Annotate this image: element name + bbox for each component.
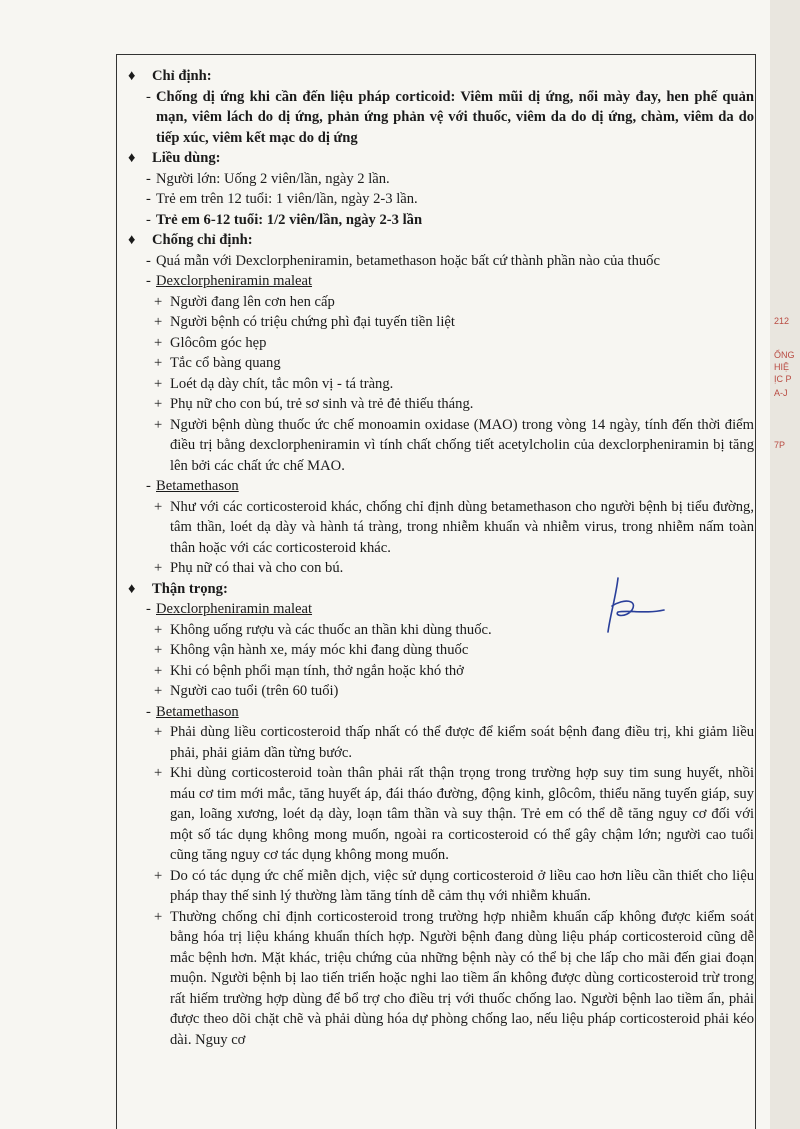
list-item: + Glôcôm góc hẹp — [122, 333, 754, 354]
diamond-bullet-icon: ♦ — [128, 68, 136, 84]
list-item: + Người bệnh có triệu chứng phì đại tuyến tiền liệt — [122, 312, 754, 333]
list-item: - Trẻ em trên 12 tuổi: 1 viên/lần, ngày 2-3 lần. — [122, 189, 754, 210]
list-item: - Người lớn: Uống 2 viên/lần, ngày 2 lần. — [122, 169, 754, 190]
plus-icon: + — [154, 908, 163, 925]
list-item: + Phụ nữ cho con bú, trẻ sơ sinh và trẻ đẻ thiếu tháng. — [122, 394, 754, 415]
list-item: + Không uống rượu và các thuốc an thần khi dùng thuốc. — [122, 620, 754, 641]
dash-icon: - — [146, 703, 151, 720]
dash-icon: - — [146, 88, 151, 105]
list-item: - Quá mẫn với Dexclorpheniramin, betamethason hoặc bất cứ thành phần nào của thuốc — [122, 251, 754, 272]
subsection-label: - Betamethason — [122, 702, 754, 723]
diamond-bullet-icon: ♦ — [128, 232, 136, 248]
edge-mark: A-J — [774, 388, 788, 398]
plus-icon: + — [154, 375, 163, 392]
list-item: + Không vận hành xe, máy móc khi đang dùng thuốc — [122, 640, 754, 661]
plus-icon: + — [154, 724, 163, 740]
plus-icon: + — [154, 293, 163, 310]
section-heading-contraindications: ♦ Chống chỉ định: — [122, 230, 754, 251]
list-item: + Loét dạ dày chít, tắc môn vị - tá tràng. — [122, 374, 754, 395]
adjacent-page-edge — [770, 0, 800, 1129]
plus-icon: + — [154, 621, 163, 638]
edge-mark: 212 — [774, 316, 790, 326]
dash-icon: - — [146, 211, 151, 228]
plus-icon: + — [154, 416, 163, 433]
edge-mark: ỔNG — [774, 350, 795, 360]
dash-icon: - — [146, 478, 151, 494]
list-item: + Người đang lên cơn hen cấp — [122, 292, 754, 313]
edge-mark: 7P — [774, 440, 786, 450]
section-heading-indications: ♦ Chỉ định: — [122, 66, 754, 87]
plus-icon: + — [154, 396, 163, 412]
dash-icon: - — [146, 191, 151, 207]
plus-icon: + — [154, 662, 163, 679]
diamond-bullet-icon: ♦ — [128, 150, 136, 166]
edge-mark: ỊC P — [774, 374, 792, 384]
subsection-label: - Betamethason — [122, 476, 754, 497]
document-body — [122, 66, 754, 1050]
list-item: + Người bệnh dùng thuốc ức chế monoamin oxidase (MAO) trong vòng 14 ngày, tính đến thời điểm điều trị bằng dexclorpheniramin vì tính chất chống tiết acetylcholin của dexclorpheniramin bị tăng lên bởi các chất ức chế MAO. — [122, 415, 754, 477]
dash-icon: - — [146, 252, 151, 269]
edge-mark: HIỆ — [774, 362, 790, 372]
section-heading-precautions: ♦ Thận trọng: — [122, 579, 754, 600]
list-item: + Khi dùng corticosteroid toàn thân phải rất thận trọng trong trường hợp suy tim sung huyết, nhồi máu cơ tim mới mắc, tăng huyết áp, đái tháo đường, động kinh, glôcôm, thiểu năng tuyến giáp, suy gan, loãng xương, loét dạ dày, loạn tâm thần và suy thận. Trẻ em có thể dễ tăng nguy cơ đối với một số tác dụng không mong muốn, ngoài ra corticosteroid có thể gây chậm lớn; người cao tuổi cũng tăng nguy cơ tác dụng không mong muốn. — [122, 763, 754, 866]
list-item: + Do có tác dụng ức chế miễn dịch, việc sử dụng corticosteroid ở liều cao hơn liều cần thiết cho liệu pháp thay thế sinh lý thường làm tăng tính dễ cảm thụ với nhiễm khuẩn. — [122, 866, 754, 907]
plus-icon: + — [154, 314, 163, 330]
plus-icon: + — [154, 867, 163, 884]
plus-icon: + — [154, 642, 163, 658]
list-item: + Khi có bệnh phổi mạn tính, thở ngắn hoặc khó thở — [122, 661, 754, 682]
dash-icon: - — [146, 170, 151, 187]
list-item: + Phụ nữ có thai và cho con bú. — [122, 558, 754, 579]
list-item: + Phải dùng liều corticosteroid thấp nhất có thể được để kiểm soát bệnh đang điều trị, khi giảm liều phải, phải giảm dần từng bước. — [122, 722, 754, 763]
plus-icon: + — [154, 498, 163, 515]
list-item: + Tắc cổ bàng quang — [122, 353, 754, 374]
section-heading-dosage: ♦ Liều dùng: — [122, 148, 754, 169]
plus-icon: + — [154, 334, 163, 351]
plus-icon: + — [154, 560, 163, 576]
diamond-bullet-icon: ♦ — [128, 580, 136, 597]
list-item: + Người cao tuổi (trên 60 tuổi) — [122, 681, 754, 702]
list-item: + Thường chống chỉ định corticosteroid trong trường hợp nhiễm khuẩn cấp không được kiểm soát bằng hóa trị liệu kháng khuẩn thích hợp. Người bệnh đang dùng liệu pháp corticosteroid cũng dễ mắc bệnh hơn. Mặt khác, triệu chứng của những bệnh này có thể bị che lấp cho mãi đến giai đoạn muộn. Người bệnh bị lao tiến triển hoặc nghi lao tiềm ẩn không được dùng corticosteroid trừ trong rất hiếm trường hợp dùng để bổ trợ cho điều trị với thuốc chống lao. Người bệnh lao tiềm ẩn, phải được theo dõi chặt chẽ và phải dùng hóa dự phòng chống lao, nếu liệu pháp corticosteroid phải kéo dài. Nguy cơ — [122, 907, 754, 1051]
subsection-label: - Dexclorpheniramin maleat — [122, 271, 754, 292]
list-item: - Trẻ em 6-12 tuổi: 1/2 viên/lần, ngày 2-3 lần — [122, 210, 754, 231]
dash-icon: - — [146, 601, 151, 617]
plus-icon: + — [154, 765, 163, 781]
subsection-label: - Dexclorpheniramin maleat — [122, 599, 754, 620]
dash-icon: - — [146, 273, 151, 289]
plus-icon: + — [154, 683, 163, 699]
plus-icon: + — [154, 355, 163, 371]
list-item: + Như với các corticosteroid khác, chống chỉ định dùng betamethason cho người bệnh bị tiểu đường, tâm thần, loét dạ dày và hành tá tràng, trong nhiễm khuẩn và nhiễm virus, trong nhiễm nấm toàn thân hoặc với các corticosteroid khác. — [122, 497, 754, 559]
list-item: - Chống dị ứng khi cần đến liệu pháp corticoid: Viêm mũi dị ứng, nổi mày đay, hen phế quản mạn, viêm lách do dị ứng, phản ứng phản vệ với thuốc, viêm da do dị ứng, chàm, viêm da do tiếp xúc, viêm kết mạc do dị ứng — [122, 87, 754, 149]
